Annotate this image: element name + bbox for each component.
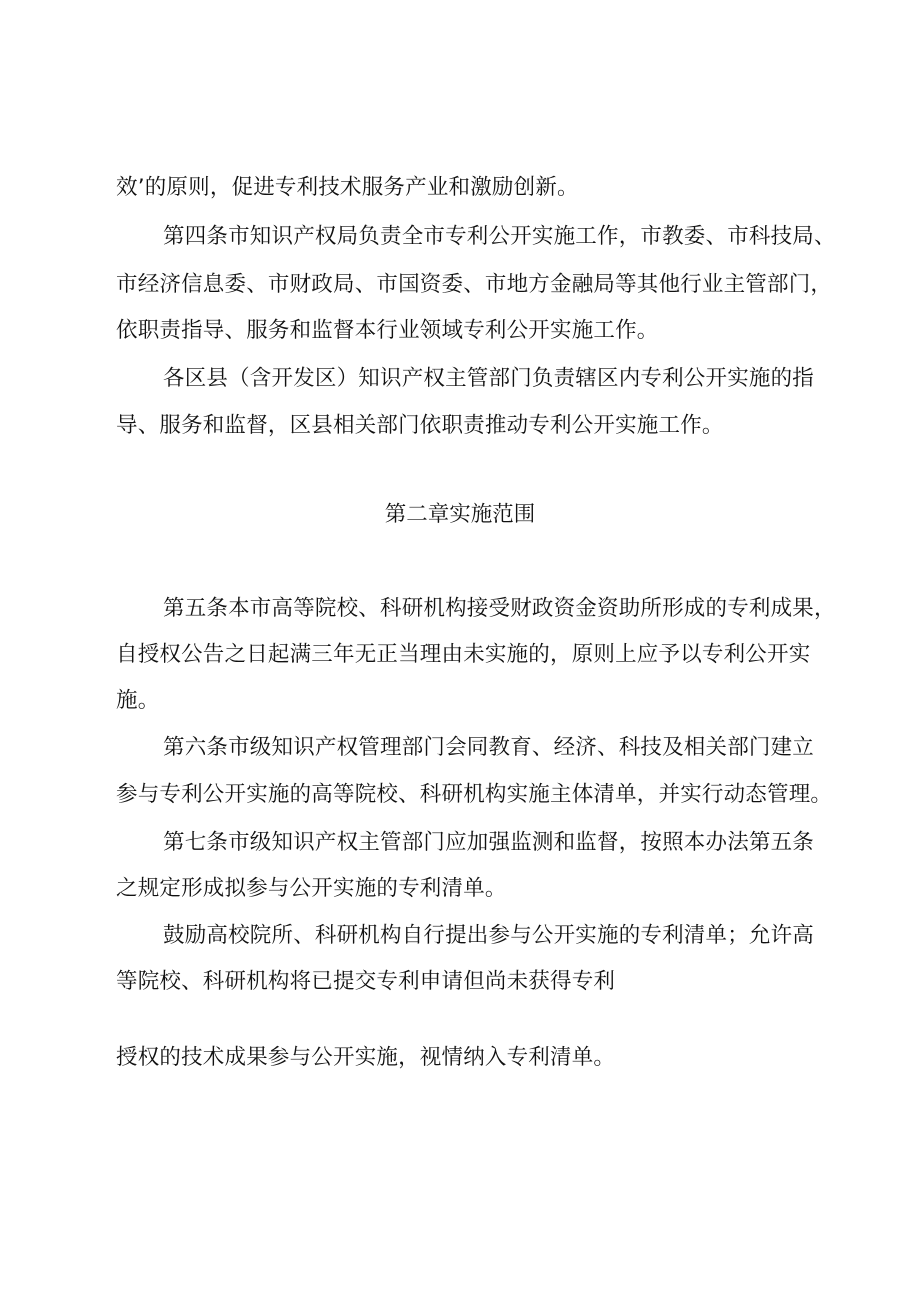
paragraph-line: 第五条本市高等院校、科研机构接受财政资金资助所形成的专利成果， xyxy=(163,596,836,621)
paragraph-line: 导、服务和监督，区县相关部门依职责推动专利公开实施工作。 xyxy=(116,413,724,438)
paragraph-line: 第七条市级知识产权主管部门应加强监测和监督，按照本办法第五条 xyxy=(163,830,815,855)
paragraph-line: 自授权公告之日起满三年无正当理由未实施的，原则上应予以专利公开实 xyxy=(116,642,811,667)
paragraph-line: 授权的技术成果参与公开实施，视情纳入专利清单。 xyxy=(116,1045,616,1070)
paragraph-line: 效’的原则，促进专利技术服务产业和激励创新。 xyxy=(116,175,579,200)
paragraph-line: 等院校、科研机构将已提交专利申请但尚未获得专利 xyxy=(116,969,616,994)
paragraph-line: 市经济信息委、市财政局、市国资委、市地方金融局等其他行业主管部门， xyxy=(116,272,833,297)
paragraph-line: 鼓励高校院所、科研机构自行提出参与公开实施的专利清单；允许高 xyxy=(163,923,815,948)
paragraph-line: 第六条市级知识产权管理部门会同教育、经济、科技及相关部门建立 xyxy=(163,735,815,760)
paragraph-line: 参与专利公开实施的高等院校、科研机构实施主体清单，并实行动态管理。 xyxy=(116,782,833,807)
paragraph-line: 依职责指导、服务和监督本行业领域专利公开实施工作。 xyxy=(116,318,659,343)
paragraph-line: 第四条市知识产权局负责全市专利公开实施工作，市教委、市科技局、 xyxy=(163,224,836,249)
paragraph-line: 各区县（含开发区）知识产权主管部门负责辖区内专利公开实施的指 xyxy=(163,366,815,391)
paragraph-line: 之规定形成拟参与公开实施的专利清单。 xyxy=(116,876,507,901)
paragraph-line: 施。 xyxy=(116,688,160,713)
chapter-heading: 第二章实施范围 xyxy=(384,502,536,527)
